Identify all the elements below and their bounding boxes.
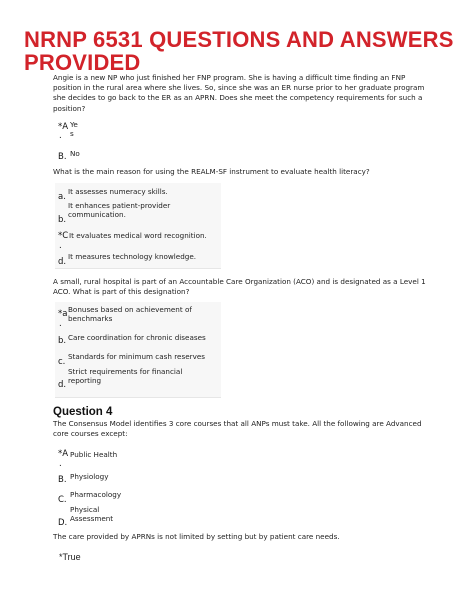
q3-option-c: Standards for minimum cash reserves (68, 352, 205, 361)
q2-option-b-line-1: It enhances patient-provider (68, 201, 171, 210)
q1-marker-b: B. (58, 152, 67, 162)
q1-option-a-line-2: s (70, 129, 74, 138)
q3-option-a-line-2: benchmarks (68, 314, 113, 323)
q4-option-a: Public Health (70, 450, 118, 459)
q4-option-b: Physiology (70, 472, 109, 481)
q2-marker-b: b. (58, 215, 67, 225)
q1-marker-a-dot: . (59, 131, 62, 141)
question-5-text: The care provided by APRNs is not limited by setting but by patient care needs. (53, 532, 340, 541)
q3-marker-d: d. (58, 380, 67, 390)
q4-marker-d: D. (58, 518, 68, 528)
q4-marker-c: C. (58, 495, 67, 505)
q2-option-a: It assesses numeracy skills. (68, 187, 168, 196)
question-4-heading: Question 4 (53, 406, 113, 418)
question-4-text: The Consensus Model identifies 3 core courses that all ANPs must take. All the following are Advanced core courses except: (53, 419, 422, 439)
q4-option-d-line-2: Assessment (70, 514, 114, 523)
q2-marker-d: d. (58, 257, 67, 267)
q2-option-c: It evaluates medical word recognition. (69, 231, 207, 240)
question-3-text: A small, rural hospital is part of an Accountable Care Organization (ACO) and is designated as a Level 1 ACO. What is part of this designation? (53, 277, 426, 297)
q2-marker-c: *C (58, 231, 69, 241)
q4-marker-b: B. (58, 475, 67, 485)
q4-option-d-line-1: Physical (70, 505, 100, 514)
question-1-text: Angie is a new NP who just finished her FNP program. She is having a difficult time finding an FNP position in the rural area where she lives. So, since she was an ER nurse prior to her graduate program she decides to go back to the ER as an APRN. Does she meet the competency requirements for such a position? (53, 73, 425, 113)
q1-option-b: No (70, 149, 80, 158)
q1-option-a-line-1: Ye (70, 120, 78, 129)
q4-option-c: Pharmacology (70, 490, 122, 499)
q3-marker-a: *a (58, 309, 68, 319)
document-title-line-2: PROVIDED (24, 50, 141, 75)
q2-marker-c-dot: . (59, 241, 62, 251)
q2-option-d: It measures technology knowledge. (68, 252, 197, 261)
q3-marker-a-dot: . (59, 319, 62, 329)
q2-option-b-line-2: communication. (68, 210, 126, 219)
question-2-text: What is the main reason for using the REALM-SF instrument to evaluate health literacy? (53, 167, 370, 176)
q5-answer: *True (59, 552, 81, 562)
q4-marker-a: *A (58, 449, 69, 459)
q2-marker-a: a. (58, 192, 66, 202)
q1-marker-a: *A (58, 122, 69, 132)
q3-option-a-line-1: Bonuses based on achievement of (68, 305, 192, 314)
q3-marker-b: b. (58, 336, 67, 346)
q3-option-d-line-2: reporting (68, 376, 102, 385)
q3-option-d-line-1: Strict requirements for financial (68, 367, 183, 376)
q3-marker-c: c. (58, 357, 66, 367)
q4-marker-a-dot: . (59, 459, 62, 469)
document-title-line-1: NRNP 6531 QUESTIONS AND ANSWERS (24, 27, 454, 52)
q3-option-b: Care coordination for chronic diseases (68, 333, 206, 342)
